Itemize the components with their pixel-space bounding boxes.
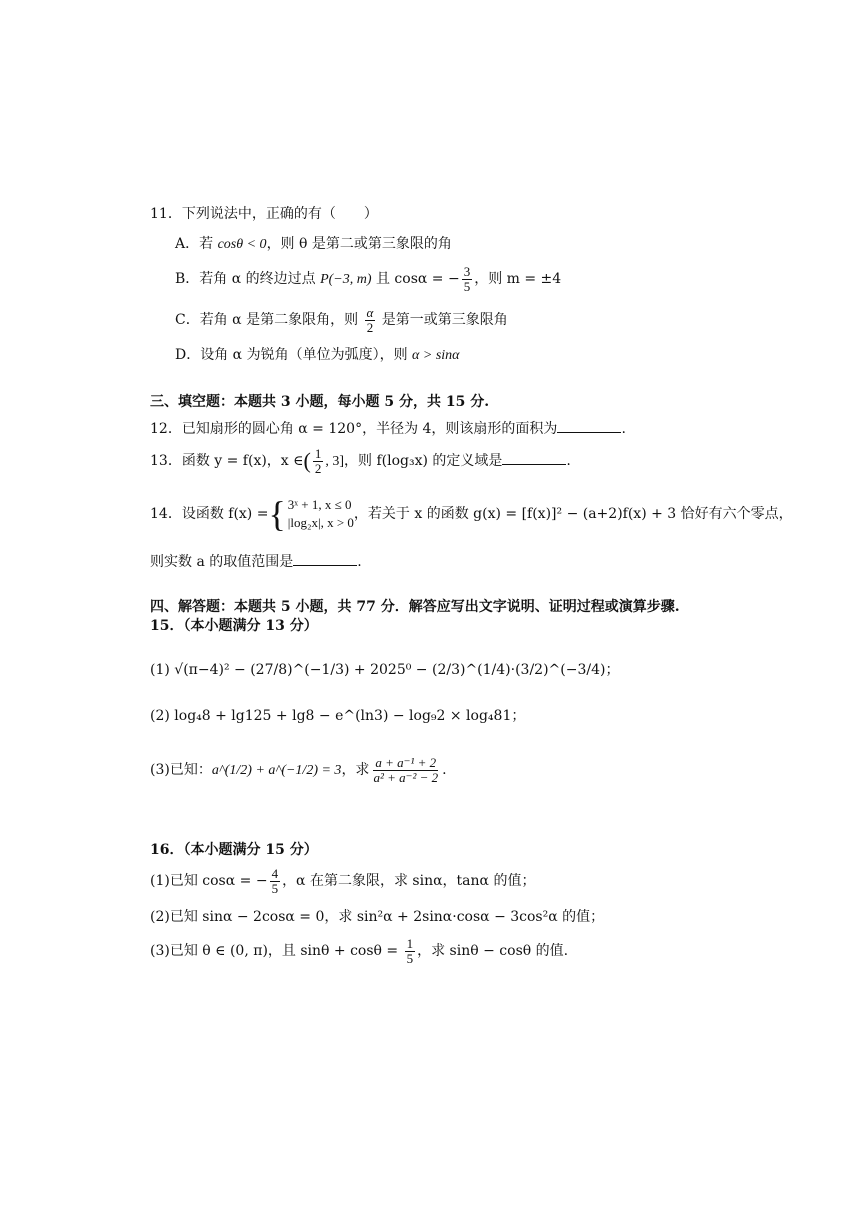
frac-numerator: 1: [406, 935, 414, 951]
q15-p3-fraction: [371, 756, 440, 785]
q13-post: .: [566, 453, 571, 469]
q16-p1-pre: (1)已知 cosα = −: [150, 873, 268, 889]
frac-denominator: 5: [271, 880, 279, 896]
q16-p3-fraction: [405, 937, 416, 966]
q14-pre: 14．设函数 f(x) =: [150, 506, 269, 522]
brace-glyph: {: [268, 494, 286, 534]
q15-part-3: [150, 752, 447, 789]
q11-option-d: [175, 345, 460, 366]
q16-p3-post: ，求 sinθ − cosθ 的值.: [417, 943, 569, 959]
frac-numerator: α: [366, 304, 374, 320]
q16-part-2: (2)已知 sinα − 2cosα = 0，求 sin²α + 2sinα·cosα − 3cos²α 的值；: [150, 909, 605, 925]
case-2: |log₂x|, x > 0: [287, 515, 354, 530]
q11-c-fraction: [365, 306, 376, 335]
q13-mid: ，则 f(log₃x) 的定义域是: [344, 453, 503, 469]
q11-b-mid: 且 cosα = −: [371, 271, 460, 287]
piecewise-cases: [288, 496, 354, 532]
q11-b-pre: B．若角 α 的终边过点: [175, 271, 321, 287]
frac-numerator: a + a⁻¹ + 2: [375, 754, 437, 770]
q11-a-pre: A．若: [175, 236, 218, 252]
q12-text: 12．已知扇形的圆心角 α = 120°，半径为 4，则该扇形的面积为: [150, 421, 558, 437]
q11-b-fraction: [462, 265, 473, 294]
q15-part-2: (2) log₄8 + lg125 + lg8 − e^(ln3) − log₉2 × log₄81；: [150, 708, 526, 724]
q11-a-post: ，则 θ 是第二或第三象限的角: [266, 236, 452, 252]
frac-denominator: 2: [314, 460, 322, 476]
q14-post: .: [357, 554, 362, 570]
q15-p3-pre: (3)已知：: [150, 762, 212, 778]
q16-p1-fraction: [270, 867, 281, 896]
frac-denominator: 5: [463, 278, 471, 294]
q13-pre: 13．函数 y = f(x)，x ∈: [150, 453, 304, 469]
question-12: [150, 418, 626, 439]
q16-part-1: [150, 864, 535, 898]
q11-b-post: ，则 m = ±4: [474, 271, 562, 287]
q16-p1-post: ，α 在第二象限，求 sinα，tanα 的值；: [282, 873, 536, 889]
frac-numerator: 3: [463, 263, 471, 279]
q11-c-post: 是第一或第三象限角: [377, 312, 508, 328]
q15-part-1: (1) √(π−4)² − (27/8)^(−1/3) + 2025⁰ − (2/3)^(1/4)·(3/2)^(−3/4)；: [150, 662, 620, 678]
q11-c-pre: C．若角 α 是第二象限角，则: [175, 312, 363, 328]
q14-mid: ，若关于 x 的函数 g(x) = [f(x)]² − (a+2)f(x) + 3 恰好有六个零点，: [353, 506, 793, 522]
q15-p3-mid: ，求: [341, 762, 370, 778]
question-13: [150, 444, 571, 479]
question-11-stem: 11．下列说法中，正确的有（ ）: [150, 206, 378, 222]
frac-numerator: 4: [271, 865, 279, 881]
q14-piecewise: [268, 496, 353, 532]
q13-interval-end: , 3]: [325, 454, 345, 469]
q15-p3-post: .: [442, 762, 447, 778]
question-16-title: 16．（本小题满分 15 分）: [150, 842, 318, 858]
q16-part-3: [150, 934, 568, 968]
question-15-title: 15．（本小题满分 13 分）: [150, 618, 318, 634]
q11-d-math: α > sinα: [412, 348, 460, 363]
q12-post: .: [621, 421, 626, 437]
q15-p3-math: a^(1/2) + a^(−1/2) = 3: [211, 763, 342, 778]
q13-interval-open: (: [303, 448, 311, 473]
frac-numerator: 1: [314, 445, 322, 461]
q11-option-c: [175, 305, 508, 335]
answer-blank: [293, 551, 357, 566]
frac-denominator: 5: [406, 950, 414, 966]
section-3-title: 三、填空题：本题共 3 小题，每小题 5 分，共 15 分.: [150, 394, 490, 410]
q11-a-math: cosθ < 0: [217, 237, 267, 252]
section-4-title: 四、解答题：本题共 5 小题，共 77 分．解答应写出文字说明、证明过程或演算步骤.: [150, 599, 680, 615]
q11-option-b: [175, 264, 561, 295]
answer-blank: [557, 418, 621, 433]
q11-d-pre: D．设角 α 为锐角（单位为弧度），则: [175, 347, 413, 363]
q11-option-a: [175, 234, 452, 255]
q14-line2: 则实数 a 的取值范围是: [150, 554, 294, 570]
answer-blank: [502, 450, 566, 465]
case-1: 3ˣ + 1, x ≤ 0: [287, 497, 352, 512]
question-14: [150, 494, 793, 534]
q11-b-math: P(−3, m): [320, 272, 372, 287]
q16-p3-pre: (3)已知 θ ∈ (0, π)，且 sinθ + cosθ =: [150, 943, 403, 959]
q13-fraction: [313, 447, 324, 476]
frac-denominator: 2: [366, 319, 374, 335]
question-14-line2: [150, 551, 362, 572]
frac-denominator: a² + a⁻² − 2: [373, 769, 439, 785]
